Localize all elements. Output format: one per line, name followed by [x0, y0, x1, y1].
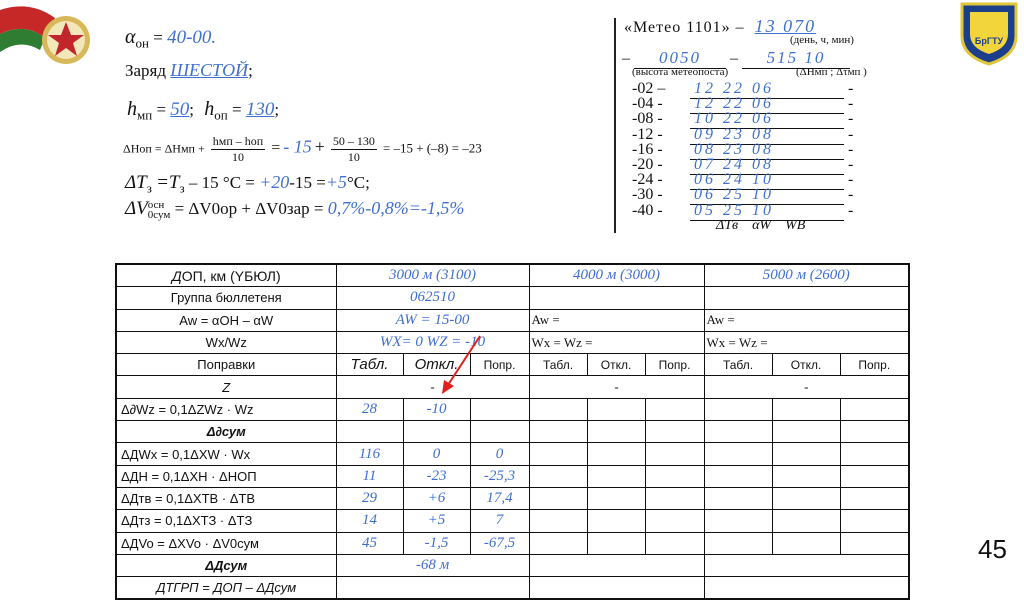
table-row — [116, 532, 909, 554]
meteo-value: 05 25 10 — [690, 202, 844, 221]
red-arrow-annotation — [430, 330, 490, 400]
meteo-height-caption: (высота метеопоста) — [632, 66, 729, 78]
cell-t — [336, 421, 403, 443]
cell-o: -23 — [403, 465, 470, 487]
aw-label: Aw = αОН – αW — [116, 309, 336, 331]
meteo-footer: ΔTв αW WВ — [716, 218, 806, 233]
cell-p — [470, 421, 529, 443]
table-row — [116, 398, 909, 420]
meteo-value: 09 23 08 — [690, 126, 844, 145]
table-row — [116, 287, 909, 309]
final-label: ДТГРП = ДОП – ΔДсум — [116, 577, 336, 600]
dsum-value: -68 м — [336, 554, 529, 576]
cell-t: 28 — [336, 398, 403, 420]
cell-p: 17,4 — [470, 487, 529, 509]
meteo-altitude: -16 - — [632, 140, 663, 158]
meteo-row: -30 - 06 25 10 - — [632, 186, 854, 204]
meteo-value: 12 22 06 — [690, 80, 844, 99]
distance-3: 5000 м (2600) — [704, 264, 909, 287]
cell-o: +6 — [403, 487, 470, 509]
z-label: Z — [116, 376, 336, 398]
row-label: Δ∂сум — [116, 421, 336, 443]
meteo-row: -20 - 07 24 08 - — [632, 156, 854, 173]
table-row: Aw = αОН – αW AW = 15-00 Aw = Aw = — [116, 309, 909, 331]
meteo-altitude: -12 - — [632, 125, 663, 143]
row-label: ΔДтз = 0,1ΔXТЗ · ΔTЗ — [116, 510, 336, 532]
table-row — [116, 421, 909, 443]
wxwz-label: Wx/Wz — [116, 331, 336, 353]
table-row — [116, 510, 909, 532]
distance-1: 3000 м (3100) — [336, 264, 529, 287]
cell-t: 45 — [336, 532, 403, 554]
height-line: $h_{мп} = 50$; $h_{оп} = 130$; — [127, 98, 280, 123]
table-row: Поправки Табл. Откл. Попр. Табл. Откл. Попр. Табл. Откл. Попр. — [116, 354, 909, 376]
meteo-value: 07 24 08 — [690, 156, 844, 175]
meteo-altitude: -20 - — [632, 156, 663, 173]
meteo-row: -08 - 10 22 06 - — [632, 110, 854, 128]
row-label: ΔДтв = 0,1ΔXТВ · ΔTВ — [116, 487, 336, 509]
page-number: 45 — [978, 534, 1007, 564]
meteo-date-caption: (день, ч, мин) — [790, 34, 854, 46]
university-shield-logo — [958, 0, 1020, 66]
alpha-value: 40-00. — [167, 27, 217, 48]
row-label: ΔДWx = 0,1ΔXW · Wx — [116, 443, 336, 465]
alpha-symbol: α — [125, 26, 136, 48]
aw-value: AW = 15-00 — [336, 309, 529, 331]
meteo-row: -02 – 12 22 06 - — [632, 80, 854, 97]
cell-o — [403, 421, 470, 443]
emblem-logo — [0, 0, 100, 70]
table-row — [116, 465, 909, 487]
meteo-row: -16 - 08 23 08 - — [632, 140, 854, 158]
dv-formula: ΔV осн 0сум = ΔV0ор + ΔV0зар = 0,7%-0,8%=-1,5% — [125, 198, 465, 222]
cell-o: +5 — [403, 510, 470, 532]
table-row — [116, 264, 909, 287]
cell-p — [470, 398, 529, 420]
dv-value: 0,7%-0,8%=-1,5% — [327, 198, 465, 218]
cell-o: -10 — [403, 398, 470, 420]
meteo-row: -40 - 05 25 10 - — [632, 201, 854, 219]
meteo-row: -12 - 09 23 08 - — [632, 125, 854, 143]
h-mp-value: 50 — [170, 99, 190, 120]
meteo-value: 08 23 08 — [690, 141, 844, 160]
meteo-altitude: -08 - — [632, 110, 663, 128]
wxwz-value: WX= 0 WZ = -10 — [336, 331, 529, 353]
cell-t: 116 — [336, 443, 403, 465]
meteo-dh-value: 515 10 — [742, 48, 850, 69]
cell-p: 7 — [470, 510, 529, 532]
alpha-formula: $\alpha_{он} = 40-00$. — [125, 26, 217, 51]
meteo-altitude: -30 - — [632, 186, 663, 204]
cell-t: 14 — [336, 510, 403, 532]
cell-p: -67,5 — [470, 532, 529, 554]
cell-p: 0 — [470, 443, 529, 465]
table-row — [116, 487, 909, 509]
charge-line: Заряд ШЕСТОЙ; — [125, 60, 253, 80]
dop-label: ДОП, км (YБЮЛ) — [116, 264, 336, 287]
row-label: Δ∂Wz = 0,1ΔZWz · Wz — [116, 398, 336, 420]
meteo-value: 12 22 06 — [690, 95, 844, 114]
cell-o: 0 — [403, 443, 470, 465]
meteo-height-value: 0050 — [634, 48, 726, 69]
cell-o: -1,5 — [403, 532, 470, 554]
dh-formula: ΔHоп = ΔHмп + hмп – hоп 10 = - 15 + $\frac{50 - 130}{10}$ = –15 + (–8) = –23 — [123, 134, 482, 164]
meteo-row: -04 - 12 22 06 - — [632, 95, 854, 113]
table-row: Wx/Wz WX= 0 WZ = -10 Wx = Wz = Wx = Wz = — [116, 331, 909, 353]
bulletin-value: 062510 — [336, 287, 529, 309]
table-row — [116, 577, 909, 600]
row-label: ΔДVo = ΔXVo · ΔV0сум — [116, 532, 336, 554]
meteo-altitude: -02 – — [632, 80, 666, 97]
meteo-dh-caption: (ΔHмп ; Δτмп ) — [796, 66, 867, 78]
dt-formula: $\Delta T_з =T_з - 15$ °C = +20-15 =+5°C; — [125, 172, 370, 196]
meteo-altitude: -04 - — [632, 95, 663, 113]
firing-data-table — [115, 263, 910, 600]
meteo-date-value: 13 070 — [754, 16, 817, 36]
meteo-value: 10 22 06 — [690, 110, 844, 129]
meteo-header: «Метео 1101» – 13 070 — [624, 16, 817, 36]
meteo-row: -24 - 06 24 10 - — [632, 171, 854, 189]
dsum-label: ΔДсум — [116, 554, 336, 576]
row-label: ΔДH = 0,1ΔXH · ΔHОП — [116, 465, 336, 487]
svg-text:БрГТУ: БрГТУ — [974, 36, 1004, 46]
meteo-divider — [614, 18, 616, 233]
distance-2: 4000 м (3000) — [529, 264, 704, 287]
cell-t: 29 — [336, 487, 403, 509]
table-row — [116, 554, 909, 576]
dh-value: - 15 — [283, 136, 312, 157]
table-row — [116, 443, 909, 465]
charge-value: ШЕСТОЙ — [170, 60, 249, 80]
bulletin-label: Группа бюллетеня — [116, 287, 336, 309]
charge-label: Заряд — [125, 61, 167, 80]
meteo-value: 06 25 10 — [690, 186, 844, 205]
cell-p: -25,3 — [470, 465, 529, 487]
meteo-altitude: -24 - — [632, 171, 663, 189]
corrections-label: Поправки — [116, 354, 336, 376]
table-row: Z - - - — [116, 376, 909, 398]
meteo-altitude: -40 - — [632, 201, 663, 219]
h-op-value: 130 — [245, 99, 275, 120]
cell-t: 11 — [336, 465, 403, 487]
meteo-height-line: – 0050 – 515 10 — [622, 48, 850, 69]
meteo-value: 06 24 10 — [690, 171, 844, 190]
